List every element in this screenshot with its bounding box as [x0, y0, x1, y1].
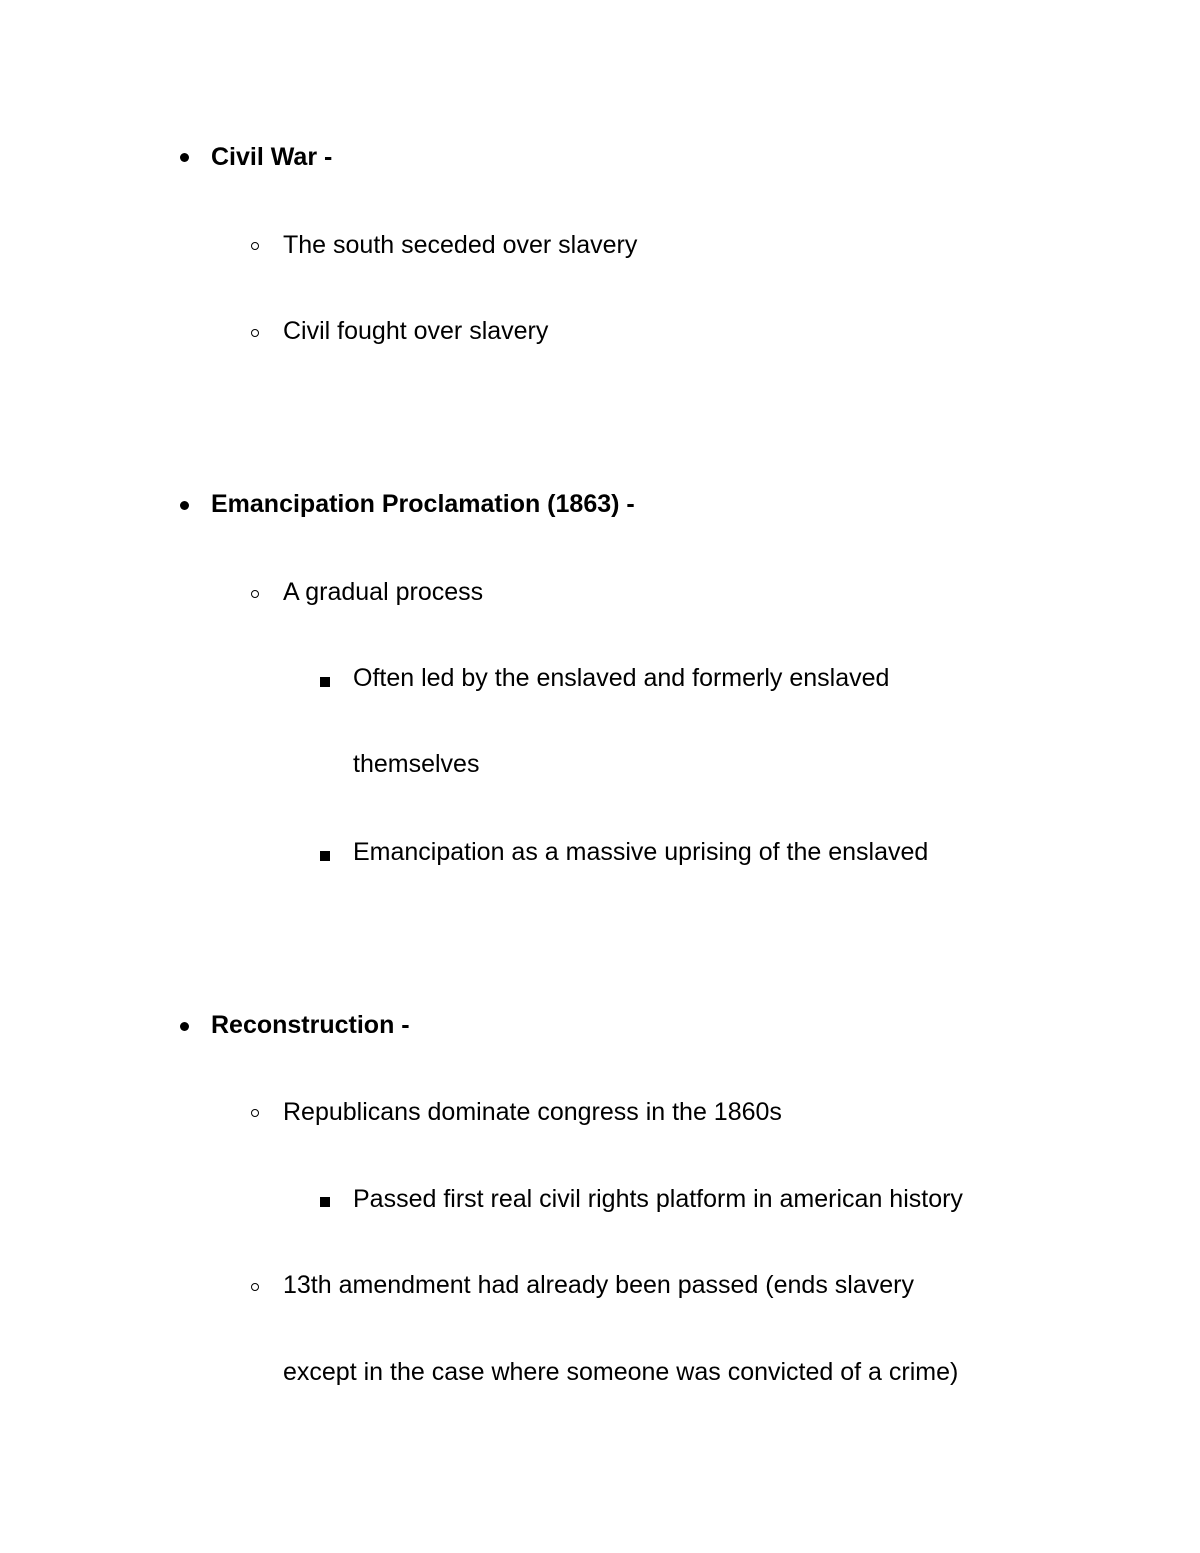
list-item: A gradual process	[283, 578, 484, 606]
circle-bullet-icon	[251, 329, 259, 337]
square-bullet-icon	[320, 1197, 330, 1207]
section-heading-reconstruction: Reconstruction -	[211, 1011, 410, 1039]
disc-bullet-icon	[180, 501, 189, 510]
list-subitem: Often led by the enslaved and formerly enslaved	[353, 664, 890, 692]
section-heading-emancipation: Emancipation Proclamation (1863) -	[211, 490, 635, 518]
circle-bullet-icon	[251, 1283, 259, 1291]
section-heading-civil-war: Civil War -	[211, 143, 333, 171]
list-item: The south seceded over slavery	[283, 231, 638, 259]
square-bullet-icon	[320, 677, 330, 687]
circle-bullet-icon	[251, 242, 259, 250]
list-item-continuation: except in the case where someone was convicted of a crime)	[283, 1358, 959, 1386]
list-subitem: Emancipation as a massive uprising of the enslaved	[353, 838, 929, 866]
square-bullet-icon	[320, 851, 330, 861]
circle-bullet-icon	[251, 590, 259, 598]
disc-bullet-icon	[180, 1022, 189, 1031]
disc-bullet-icon	[180, 153, 189, 162]
circle-bullet-icon	[251, 1109, 259, 1117]
list-item: Civil fought over slavery	[283, 317, 549, 345]
list-item: Republicans dominate congress in the 1860s	[283, 1098, 782, 1126]
list-subitem-continuation: themselves	[353, 750, 480, 778]
list-subitem: Passed first real civil rights platform in american history	[353, 1185, 963, 1213]
list-item: 13th amendment had already been passed (ends slavery	[283, 1271, 914, 1299]
